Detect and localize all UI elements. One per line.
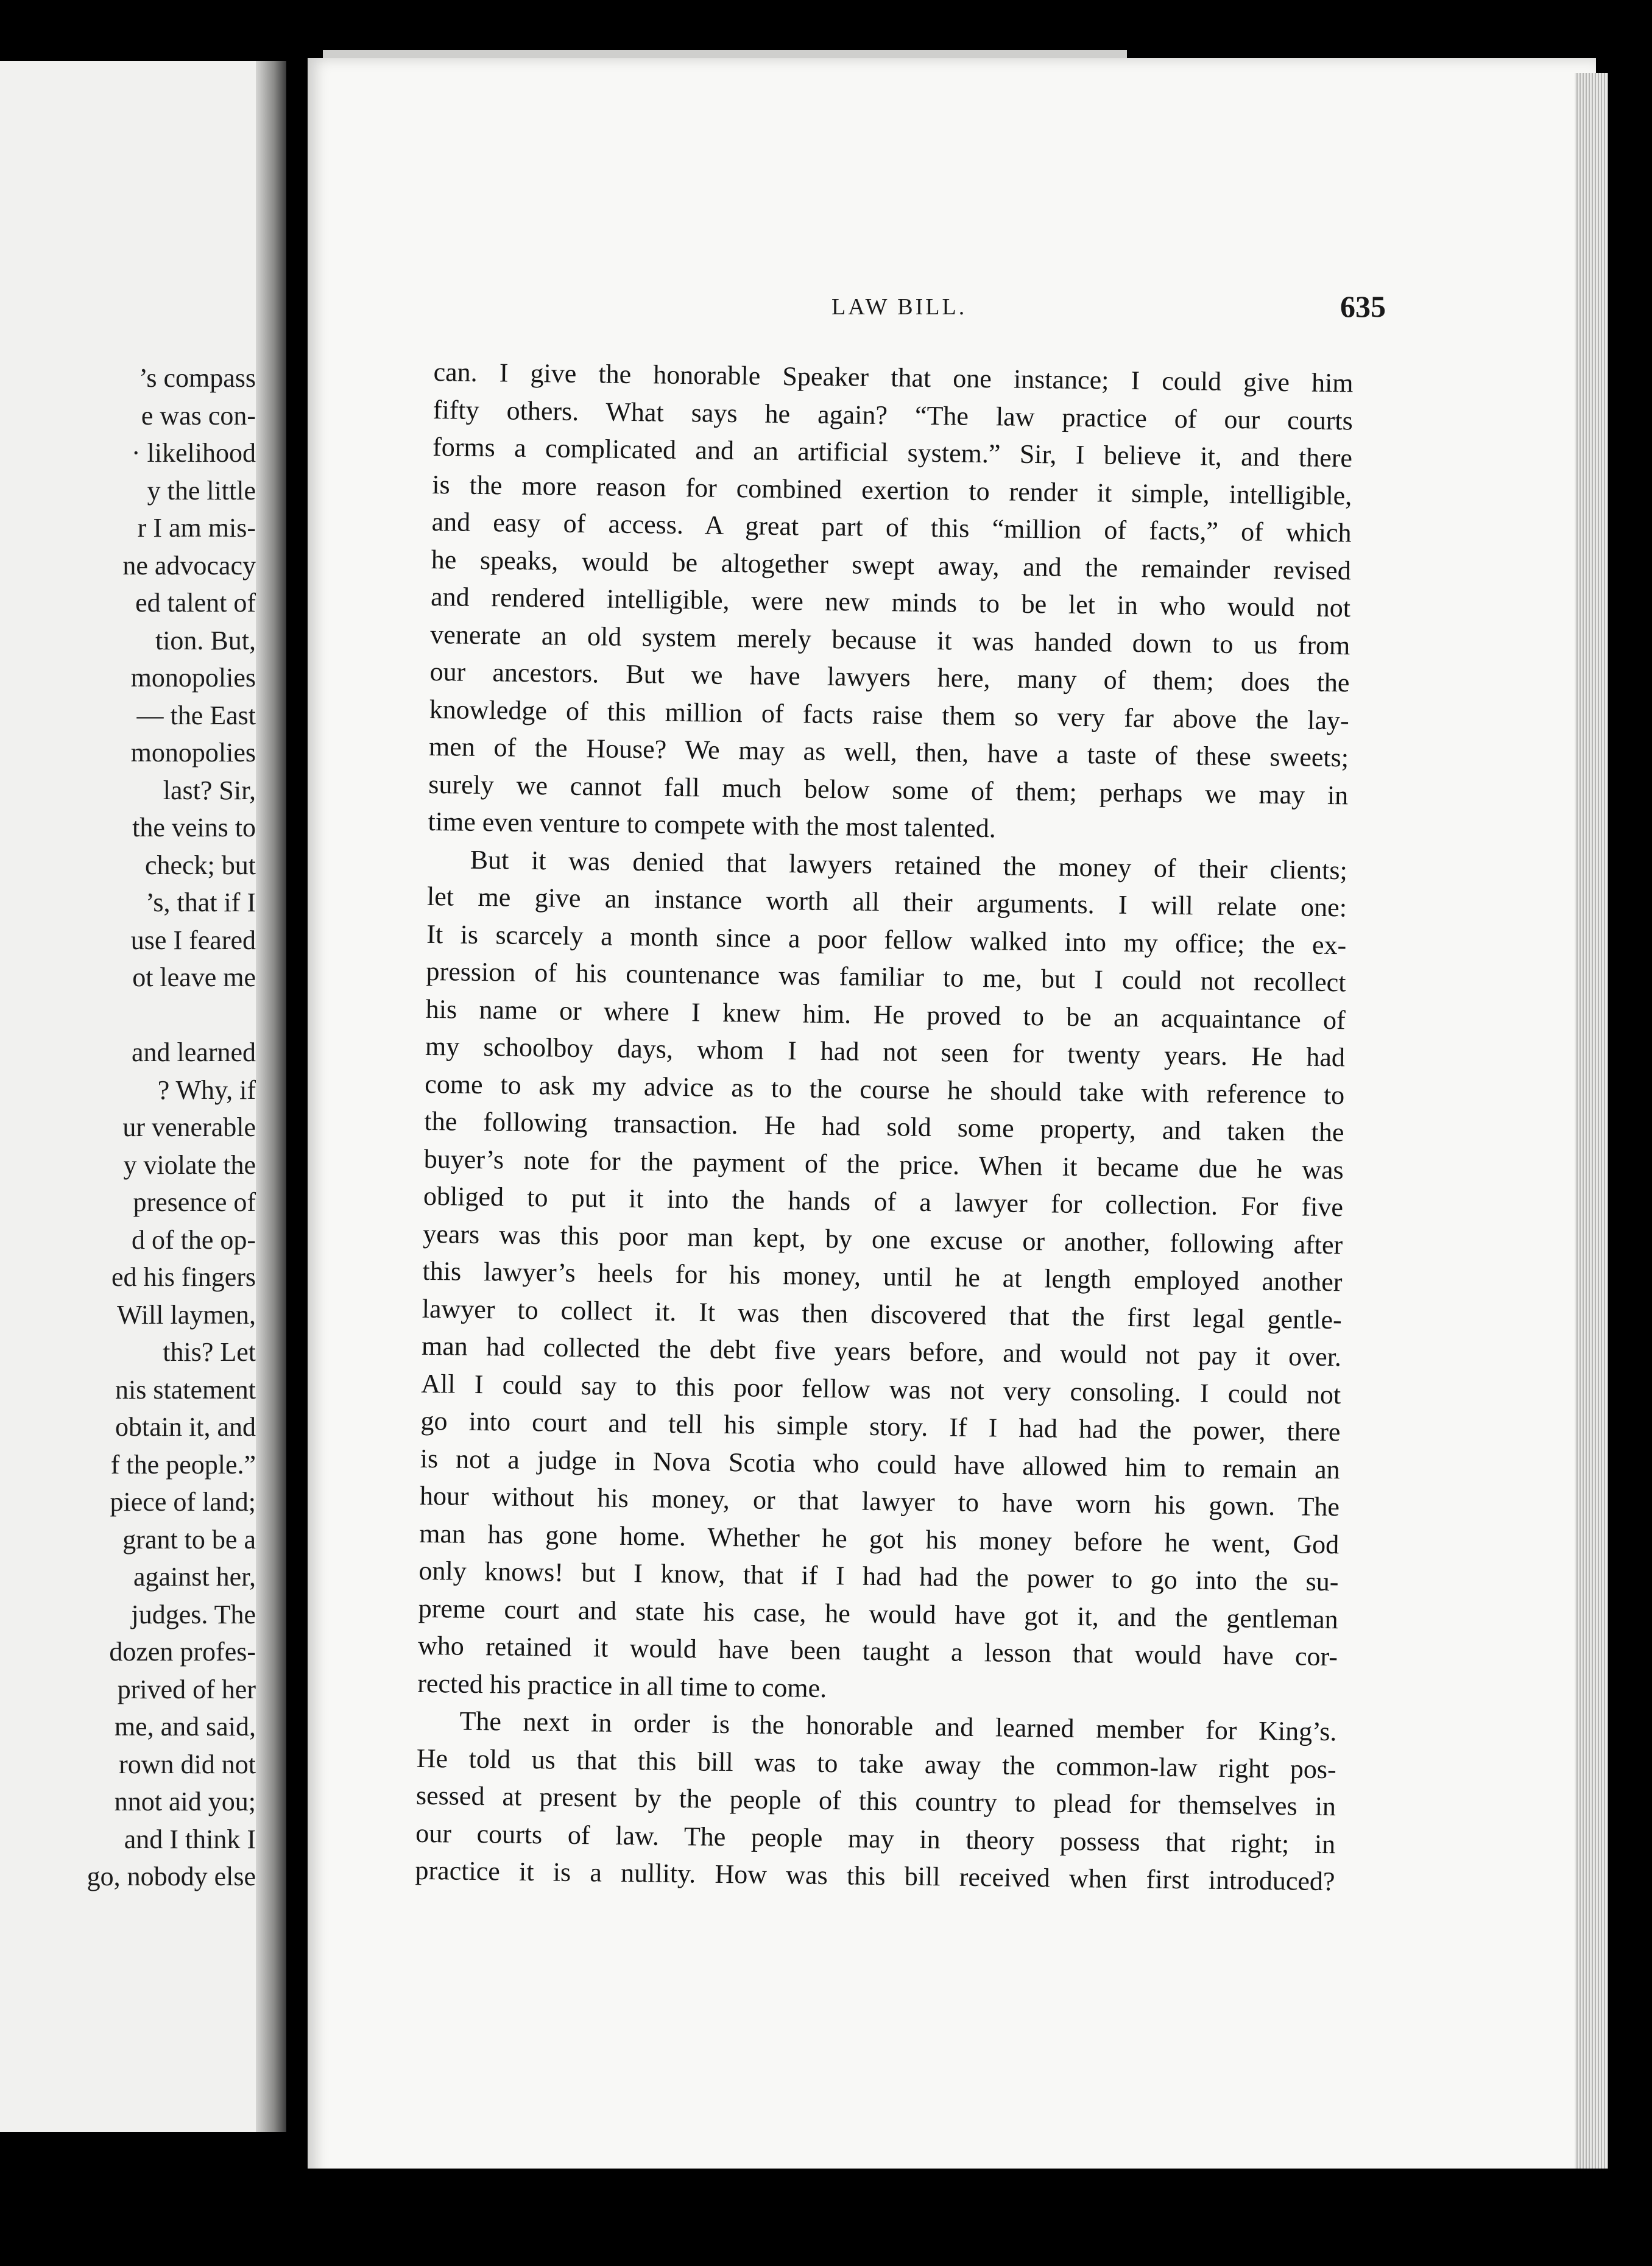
page-top-edge: [323, 50, 1127, 58]
body-text: [415, 353, 1354, 1901]
left-page-line: obtain it, and: [115, 1412, 256, 1442]
left-page-line: this? Let: [163, 1337, 256, 1367]
left-page-line: — the East: [136, 700, 256, 730]
page-stack-edges: [1575, 73, 1608, 2169]
body-line: buyer’s note for the payment of the price. When it became due he was: [423, 1143, 1344, 1185]
left-page-line: rown did not: [119, 1749, 256, 1779]
body-line: rected his practice in all time to come.: [417, 1668, 827, 1703]
body-line: sessed at present by the people of this country to plead for themselves in: [415, 1780, 1336, 1822]
body-line: hour without his money, or that lawyer to have worn his gown. The: [419, 1480, 1340, 1522]
left-page-line: the veins to: [132, 813, 256, 842]
running-head: LAW BILL.: [831, 294, 967, 320]
left-page-text: [0, 359, 256, 1896]
left-page-line: last? Sir,: [163, 775, 256, 805]
body-line: years was this poor man kept, by one excuse or another, following after: [423, 1218, 1343, 1260]
body-line: the following transaction. He had sold some property, and taken the: [424, 1106, 1344, 1148]
body-line: lawyer to collect it. It was then discovered that the first legal gentle-: [422, 1293, 1343, 1335]
body-line: It is scarcely a month since a poor fellow walked into my office; the ex-: [426, 919, 1347, 960]
body-line: can. I give the honorable Speaker that one instance; I could give him: [433, 356, 1354, 398]
body-line: my schoolboy days, whom I had not seen for twenty years. He had: [425, 1031, 1346, 1073]
left-page-line: ot leave me: [132, 962, 256, 992]
body-line: his name or where I knew him. He proved to be an acquaintance of: [425, 994, 1346, 1035]
left-page-line: monopolies: [130, 663, 256, 693]
left-page-line: d of the op-: [131, 1224, 256, 1255]
left-page-line: go, nobody else: [86, 1862, 256, 1891]
body-line: man has gone home. Whether he got his money before he went, God: [419, 1518, 1340, 1559]
left-page-line: y violate the: [123, 1149, 256, 1180]
body-line: time even venture to compete with the most talented.: [428, 806, 997, 844]
body-line: The next in order is the honorable and learned member for King’s.: [459, 1706, 1337, 1747]
body-line: he speaks, would be altogether swept away, and the remainder revised: [431, 544, 1352, 585]
body-line: only knows! but I know, that if I had had the power to go into the su-: [418, 1555, 1339, 1597]
left-page-line: ed talent of: [135, 588, 256, 618]
left-page-line: me, and said,: [114, 1712, 256, 1742]
body-line: He told us that this bill was to take away the common-law right pos-: [416, 1743, 1337, 1784]
left-page-line: grant to be a: [122, 1524, 256, 1555]
body-line: fifty others. What says he again? “The law practice of our courts: [432, 394, 1354, 436]
scan-background: [0, 2169, 1652, 2266]
body-line: men of the House? We may as well, then, have a taste of these sweets;: [428, 731, 1349, 773]
left-facing-page: [0, 61, 286, 2132]
left-page-line: nnot aid you;: [114, 1787, 256, 1816]
body-line: who retained it would have been taught a lesson that would have cor-: [417, 1630, 1338, 1672]
body-line: forms a complicated and an artificial system.” Sir, I believe it, and there: [432, 431, 1353, 473]
body-line: and easy of access. A great part of this “million of facts,” of which: [431, 506, 1352, 548]
body-line: All I could say to this poor fellow was not very consoling. I could not: [421, 1368, 1341, 1410]
body-line: is the more reason for combined exertion to render it simple, intelligible,: [432, 469, 1352, 510]
body-line: But it was denied that lawyers retained the money of their clients;: [470, 844, 1348, 885]
left-page-line: use I feared: [130, 925, 256, 955]
left-page-line: ? Why, if: [157, 1075, 256, 1105]
body-line: come to ask my advice as to the course he should take with reference to: [425, 1068, 1345, 1110]
left-page-line: ’s, that if I: [146, 888, 256, 917]
left-page-line: · likelihood: [131, 438, 256, 468]
left-page-line: against her,: [133, 1562, 256, 1592]
left-page-line: ed his fingers: [111, 1262, 256, 1292]
body-line: knowledge of this million of facts raise them so very far above the lay-: [429, 694, 1350, 735]
left-page-line: Will laymen,: [117, 1299, 256, 1330]
left-page-line: piece of land;: [110, 1487, 256, 1517]
body-line: is not a judge in Nova Scotia who could have allowed him to remain an: [420, 1443, 1341, 1484]
left-page-line: ’s compass: [139, 363, 256, 393]
left-page-line: nis statement: [115, 1374, 256, 1405]
body-line: go into court and tell his simple story. If I had had the power, there: [420, 1405, 1341, 1447]
left-page-line: f the people.”: [110, 1449, 256, 1480]
left-page-line: [0, 997, 256, 1034]
left-page-line: presence of: [133, 1187, 256, 1217]
page-header: [308, 289, 1386, 330]
left-page-line: tion. But,: [155, 625, 256, 655]
book-gutter: [256, 61, 286, 2132]
body-line: our courts of law. The people may in theory possess that right; in: [415, 1818, 1336, 1859]
left-page-line: prived of her: [117, 1674, 256, 1704]
body-line: man had collected the debt five years before, and would not pay it over.: [421, 1330, 1342, 1372]
body-line: practice it is a nullity. How was this bill received when first introduced?: [415, 1855, 1335, 1897]
left-page-line: y the little: [147, 475, 256, 506]
left-page-line: r I am mis-: [137, 513, 256, 543]
left-page-line: check; but: [144, 850, 256, 880]
body-line: and rendered intelligible, were new minds to be let in who would not: [430, 581, 1351, 623]
body-line: this lawyer’s heels for his money, until he at length employed another: [422, 1255, 1343, 1297]
body-line: preme court and state his case, he would have got it, and the gentleman: [418, 1593, 1339, 1634]
left-page-line: dozen profes-: [109, 1637, 256, 1667]
left-page-line: monopolies: [130, 738, 256, 768]
body-line: let me give an instance worth all their arguments. I will relate one:: [426, 881, 1347, 923]
body-line: our ancestors. But we have lawyers here, many of them; does the: [429, 656, 1350, 698]
left-page-line: ur venerable: [122, 1112, 256, 1142]
page-number: 635: [1340, 289, 1386, 323]
left-page-line: and I think I: [124, 1824, 256, 1854]
body-line: venerate an old system merely because it was handed down to us from: [430, 619, 1350, 660]
body-line: surely we cannot fall much below some of them; perhaps we may in: [428, 769, 1349, 810]
body-line: obliged to put it into the hands of a lawyer for collection. For five: [423, 1181, 1344, 1223]
left-page-line: and learned: [132, 1037, 256, 1067]
left-page-line: ne advocacy: [122, 550, 256, 581]
left-page-line: e was con-: [141, 400, 256, 431]
body-line: pression of his countenance was familiar to me, but I could not recollect: [426, 956, 1346, 998]
left-page-line: judges. The: [131, 1599, 256, 1629]
